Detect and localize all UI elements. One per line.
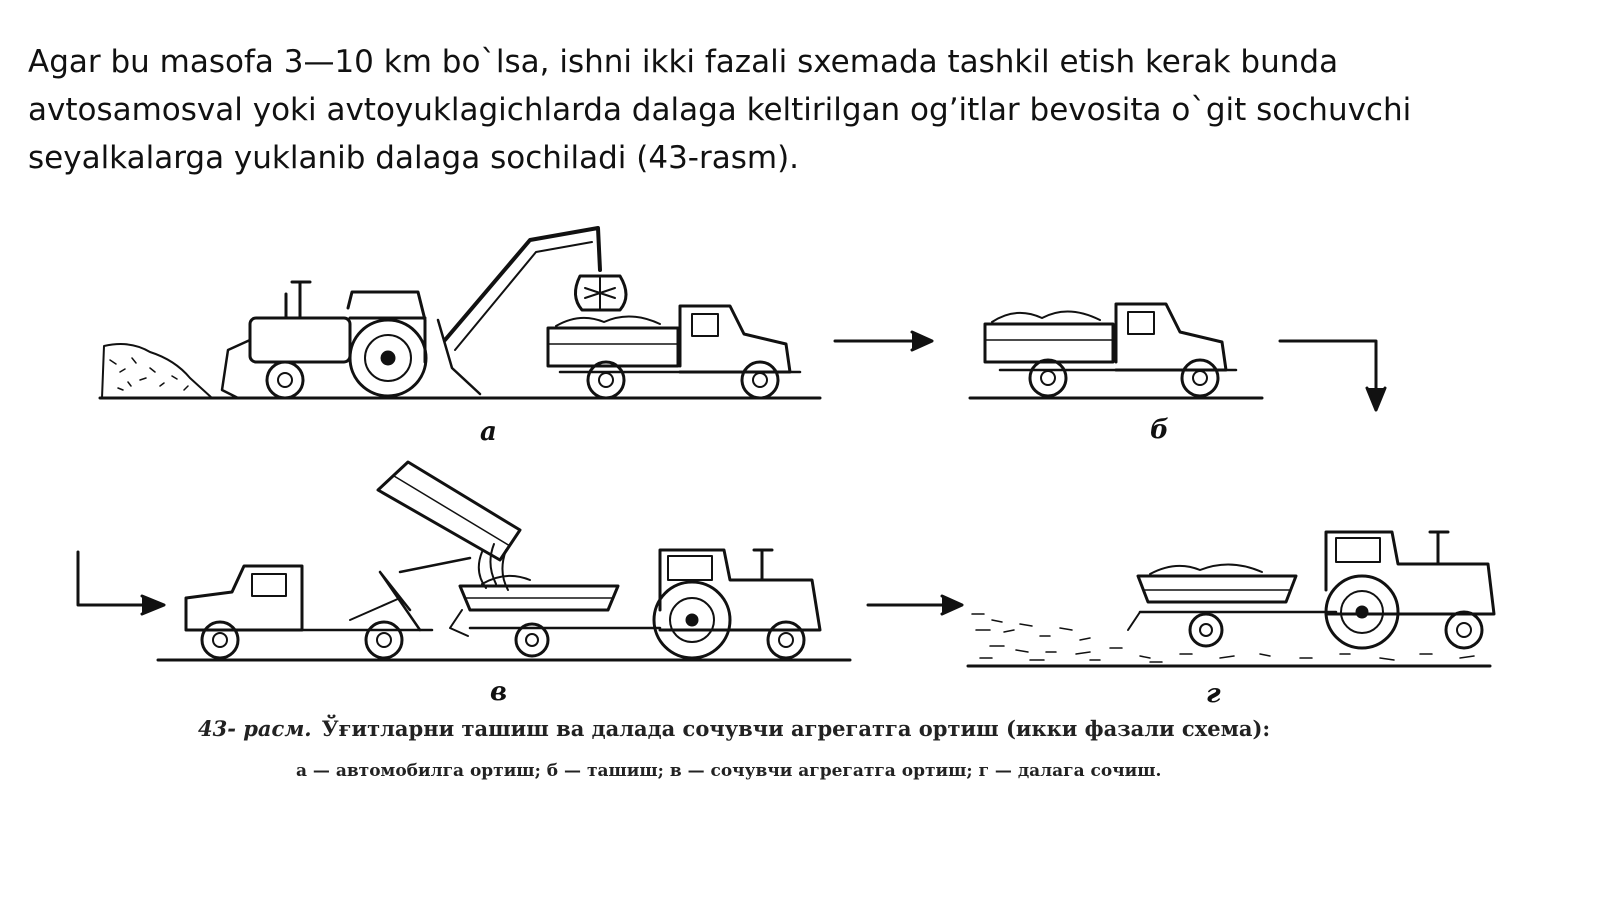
arrow-right-icon bbox=[835, 332, 932, 350]
panel-label-g: г bbox=[1206, 679, 1221, 709]
body-paragraph: Agar bu masofa 3—10 km bo`lsa, ishni ikki fazali sxemada tashkil etish kerak bunda avtosamosval yoki avtoyuklagichlarda dalaga keltirilgan og’itlar bevosita o`git sochuvchi seyalkalarga yuklanib dalaga sochiladi (43-rasm). bbox=[28, 44, 1412, 176]
panel-label-v: в bbox=[490, 677, 508, 707]
figure-drawing bbox=[0, 200, 1600, 820]
dump-truck-icon bbox=[548, 306, 800, 398]
figure-43 bbox=[0, 200, 1600, 820]
tractor-icon bbox=[654, 550, 820, 658]
fertilizer-heap-icon bbox=[102, 344, 212, 398]
panel-label-a: а bbox=[480, 417, 497, 447]
panel-g-scene bbox=[968, 532, 1494, 666]
spreader-trailer-icon bbox=[1128, 564, 1336, 646]
arrow-right-icon bbox=[868, 596, 962, 614]
heap-texture bbox=[110, 358, 188, 390]
figure-caption-title bbox=[198, 715, 1270, 741]
panel-a-scene bbox=[100, 228, 820, 398]
panel-label-b: б bbox=[1150, 415, 1169, 445]
arrow-elbow-right-icon bbox=[78, 552, 164, 614]
spread-fertilizer-texture bbox=[972, 614, 1474, 662]
figure-caption-number: 43- расм. bbox=[198, 716, 312, 741]
panel-b-scene bbox=[970, 304, 1262, 398]
dump-truck-icon bbox=[985, 304, 1236, 396]
panel-v-scene bbox=[158, 462, 850, 660]
arrow-elbow-down-icon bbox=[1280, 341, 1385, 410]
figure-caption-text: Ўғитларни ташиш ва далада сочувчи агрегатга ортиш (икки фазали схема): bbox=[321, 716, 1271, 741]
tractor-icon bbox=[1326, 532, 1494, 648]
spreader-trailer-icon bbox=[450, 576, 660, 656]
figure-caption-legend: а — автомобилга ортиш; б — ташиш; в — сочувчи агрегатга ортиш; г — далага сочиш. bbox=[296, 761, 1162, 781]
